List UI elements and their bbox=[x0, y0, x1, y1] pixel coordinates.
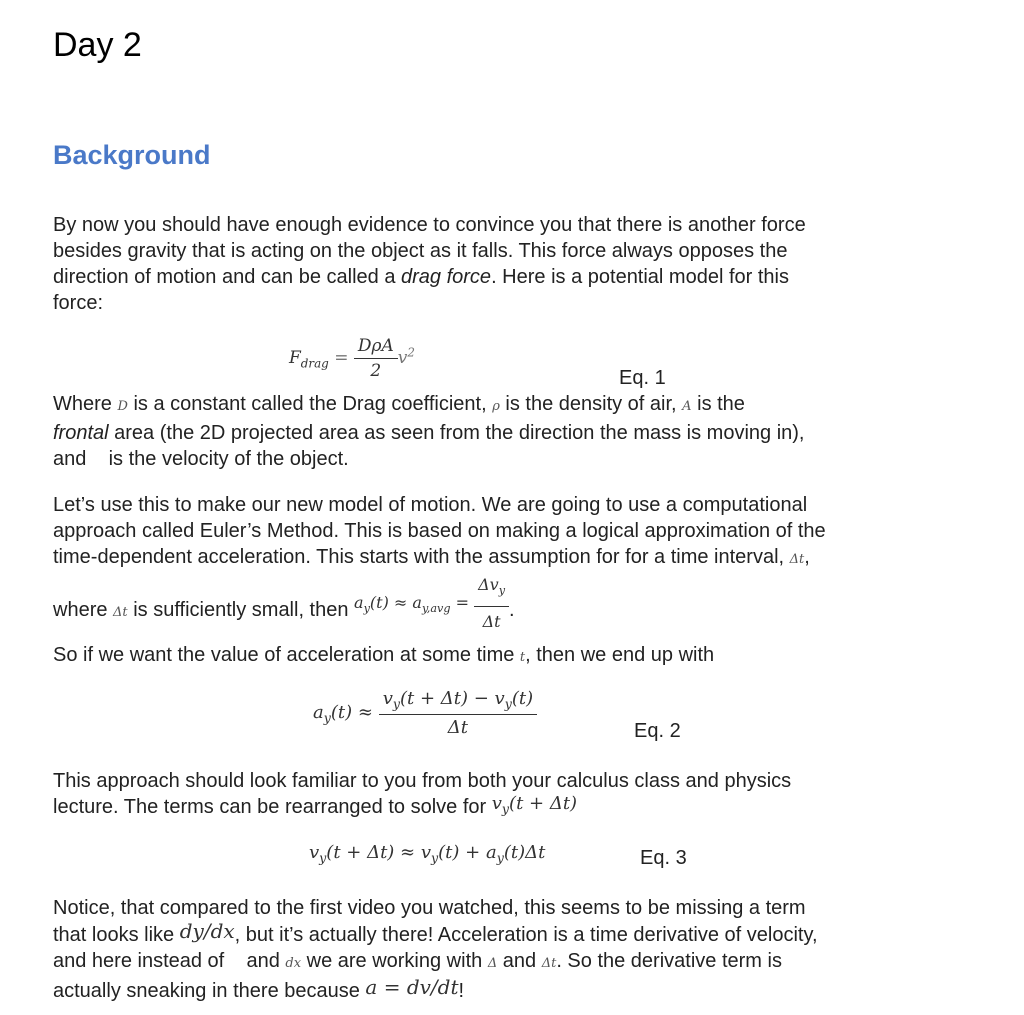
inline-lhs: a bbox=[354, 593, 364, 613]
text-run: is sufficiently small, then bbox=[127, 599, 355, 622]
drag-force-term: drag force bbox=[401, 266, 492, 288]
eq2-num-a-sub: y bbox=[392, 696, 400, 712]
eq3-c-sub: y bbox=[496, 850, 504, 866]
symbol-time-interval: Δt bbox=[113, 605, 128, 621]
eq3-d: (t)Δt bbox=[503, 842, 546, 863]
eq2-lhs-arg: (t) ≈ bbox=[330, 701, 373, 723]
eq1-numerator: DρA bbox=[354, 336, 398, 359]
inline-dydx: dy/dx bbox=[179, 919, 235, 943]
text-run: direction of motion and can be called a bbox=[53, 266, 401, 288]
text-line: and is the velocity of the object. bbox=[53, 448, 349, 470]
inline-denominator: Δt bbox=[482, 612, 501, 632]
symbol-delta-t: Δt bbox=[541, 956, 557, 971]
eq2-num-b-arg: (t) bbox=[511, 688, 534, 709]
eq1-lhs-subscript: drag bbox=[300, 356, 329, 371]
eq2-lhs-sub: y bbox=[323, 710, 331, 726]
text-run: . bbox=[509, 599, 515, 622]
symbol-delta: Δ bbox=[487, 956, 498, 971]
equation-euler-acceleration bbox=[313, 688, 537, 738]
text-run: and bbox=[497, 950, 542, 972]
text-line bbox=[53, 420, 953, 446]
equation-drag-force bbox=[289, 336, 415, 381]
eq2-num-a: v bbox=[382, 688, 393, 709]
section-heading-background: Background bbox=[53, 140, 211, 170]
symbol-time-interval: Δt bbox=[789, 552, 805, 567]
text-run: area (the 2D projected area as seen from the direction the mass is moving in), bbox=[108, 422, 805, 444]
text-line: force: bbox=[53, 292, 104, 314]
inline-numerator bbox=[474, 572, 509, 607]
eq3-b-sub: y bbox=[431, 850, 439, 866]
text-line: approach called Euler’s Method. This is based on making a logical approximation of the bbox=[53, 520, 826, 542]
eq2-lhs: a bbox=[313, 701, 324, 723]
text-run: is the density of air, bbox=[499, 393, 683, 415]
equation-euler-velocity bbox=[309, 842, 545, 866]
eq1-equals: = bbox=[334, 348, 349, 368]
paragraph-drag-intro bbox=[53, 212, 953, 316]
eq2-num-a-arg: (t + Δt) − v bbox=[399, 688, 505, 709]
eq2-num-b-sub: y bbox=[504, 696, 512, 712]
inline-v-sub: y bbox=[501, 801, 510, 817]
text-line bbox=[53, 921, 953, 948]
symbol-density: ρ bbox=[492, 399, 500, 414]
inline-num-text: Δv bbox=[478, 575, 499, 594]
paragraph-drag-variables bbox=[53, 391, 953, 472]
text-run: is a constant called the Drag coefficient, bbox=[127, 393, 493, 415]
text-line bbox=[53, 948, 953, 977]
inline-fraction bbox=[474, 572, 509, 635]
inline-equals: = bbox=[455, 593, 469, 613]
eq2-denominator: Δt bbox=[447, 716, 469, 738]
text-line bbox=[53, 642, 953, 671]
equation-label-2: Eq. 2 bbox=[634, 720, 681, 742]
text-run: . So the derivative term is bbox=[556, 950, 782, 972]
inline-equation-avg-acceleration bbox=[354, 575, 509, 632]
eq1-fraction bbox=[354, 336, 398, 381]
text-line bbox=[53, 264, 953, 290]
inline-lhs-sub: y bbox=[363, 602, 370, 616]
eq3-c: (t) + a bbox=[438, 842, 497, 863]
equation-label-3: Eq. 3 bbox=[640, 847, 687, 869]
text-run: we are working with bbox=[301, 950, 488, 972]
text-run: that looks like bbox=[53, 924, 180, 946]
inline-velocity-next bbox=[491, 793, 578, 817]
eq3-a-sub: y bbox=[319, 850, 327, 866]
text-run: where bbox=[53, 599, 114, 622]
symbol-dx: dx bbox=[285, 956, 302, 971]
inline-v-arg: (t + Δt) bbox=[509, 793, 578, 814]
paragraph-derivative-note bbox=[53, 895, 953, 1004]
inline-avg-sub: y,avg bbox=[421, 602, 451, 616]
text-run: time-dependent acceleration. This starts with the assumption for for a time interval, bbox=[53, 546, 785, 568]
text-line bbox=[53, 391, 953, 420]
text-run: actually sneaking in there because bbox=[53, 980, 366, 1002]
text-line: This approach should look familiar to you from both your calculus class and physics bbox=[53, 770, 792, 792]
frontal-term: frontal bbox=[53, 422, 109, 444]
inline-dvdt: a = dv/dt bbox=[365, 975, 459, 999]
eq3-b: (t + Δt) ≈ v bbox=[326, 842, 432, 863]
inline-lhs-arg: (t) ≈ a bbox=[369, 593, 422, 613]
text-run: and here instead of and bbox=[53, 950, 286, 972]
text-run: , bbox=[804, 546, 810, 568]
eq1-denominator: 2 bbox=[370, 361, 382, 381]
text-run: . Here is a potential model for this bbox=[491, 266, 789, 288]
text-run: , but it’s actually there! Acceleration is a time derivative of velocity, bbox=[234, 924, 818, 946]
paragraph-euler-method bbox=[53, 492, 953, 573]
eq1-exponent: 2 bbox=[407, 345, 415, 360]
text-line: By now you should have enough evidence to convince you that there is another force bbox=[53, 214, 806, 236]
eq1-velocity: v bbox=[397, 348, 408, 368]
paragraph-rearrange bbox=[53, 768, 953, 827]
text-run: is the bbox=[691, 393, 745, 415]
text-run: So if we want the value of acceleration at some time bbox=[53, 644, 520, 666]
eq2-numerator bbox=[379, 688, 537, 715]
text-line: Notice, that compared to the first video you watched, this seems to be missing a term bbox=[53, 897, 806, 919]
symbol-drag-coefficient: D bbox=[117, 399, 128, 414]
text-line bbox=[53, 977, 953, 1004]
text-line: Let’s use this to make our new model of motion. We are going to use a computational bbox=[53, 494, 808, 516]
text-run: , then we end up with bbox=[525, 644, 715, 666]
eq1-lhs: F bbox=[289, 348, 301, 368]
symbol-time: t bbox=[519, 650, 526, 665]
symbol-area: A bbox=[682, 399, 692, 414]
text-run: ! bbox=[458, 980, 465, 1002]
inline-v: v bbox=[491, 793, 502, 814]
paragraph-acceleration-at-time bbox=[53, 642, 953, 671]
equation-label-1: Eq. 1 bbox=[619, 367, 666, 389]
text-line: besides gravity that is acting on the object as it falls. This force always opposes the bbox=[53, 240, 788, 262]
page-title: Day 2 bbox=[53, 26, 142, 64]
eq2-fraction bbox=[379, 688, 537, 738]
inline-num-sub: y bbox=[498, 584, 506, 598]
eq3-a: v bbox=[309, 842, 320, 863]
text-run: Where bbox=[53, 393, 118, 415]
text-run: lecture. The terms can be rearranged to solve for bbox=[53, 796, 492, 818]
text-line bbox=[53, 794, 953, 827]
